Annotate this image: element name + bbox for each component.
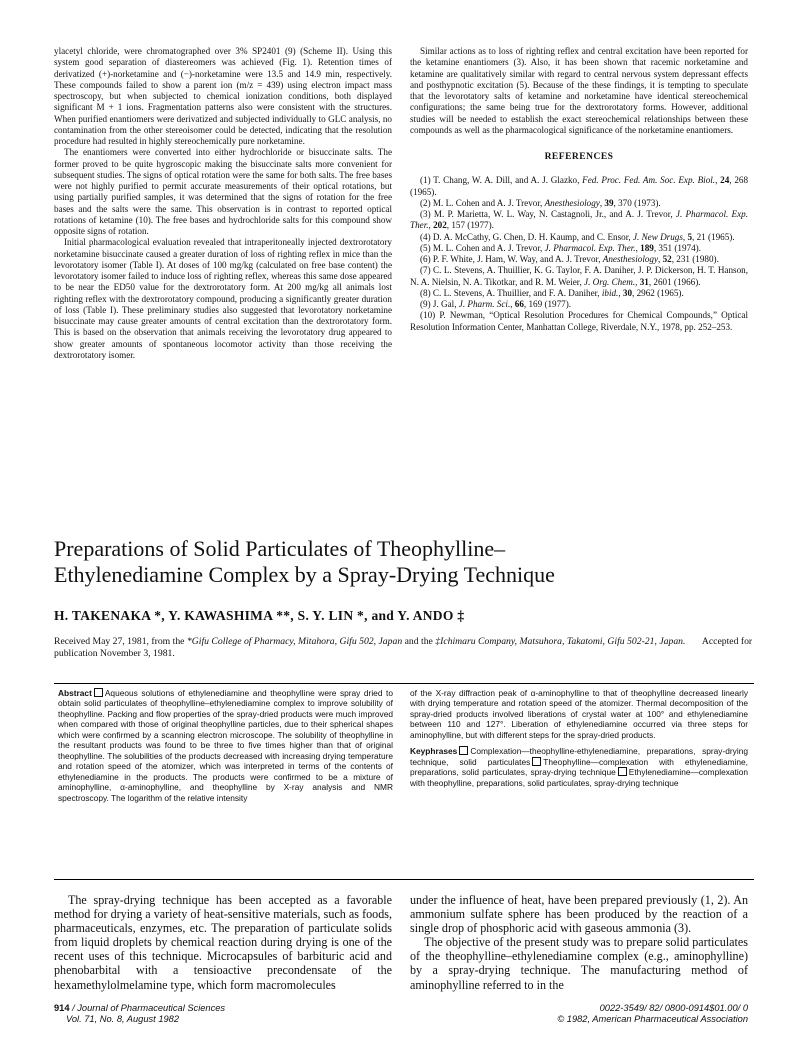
- article-code: 0022-3549/ 82/ 0800-0914$01.00/ 0: [599, 1003, 748, 1013]
- body-right-column: [410, 893, 748, 992]
- affiliation-2: ‡Ichimaru Company, Matsuhora, Takatomi, Gifu 502-21, Japan.: [435, 636, 686, 647]
- keyphrases-label: Keyphrases: [410, 746, 458, 757]
- abstract-right: [410, 688, 748, 788]
- abstract-text: Aqueous solutions of ethylenediamine and theophylline were spray dried to obtain solid particulates of theophylline–ethylenediamine complex to improve solubility of theophylline. Packing and flow properties of the spray-dried products were much improved when compared with those of original theophylline particles, due to their spherical shapes which were confirmed by a scanning electron microscope. The solubility of theophylline in the resultant products was found to be three to five times higher than that of original theophylline. The solubilities of the products decreased with increasing drying temperature and rotation speed of the atomizer, which was interpreted in terms of the contents of ethylenediamine in the products. The products were confirmed to be a mixture of aminophylline, α-aminophylline, and theophylline by X-ray analysis and NMR spectroscopy. The logarithm of the relative intensity: [58, 688, 393, 803]
- square-bullet-icon: [94, 688, 103, 697]
- reference-item: (3) M. P. Marietta, W. L. Way, N. Castagnoli, Jr., and A. J. Trevor, J. Pharmacol. Exp. Ther., 202, 157 (1977).: [410, 209, 748, 231]
- title-line: Ethylenediamine Complex by a Spray-Drying Technique: [54, 562, 555, 587]
- reference-item: (4) D. A. McCathy, G. Chen, D. H. Kaump, and C. Ensor, J. New Drugs, 5, 21 (1965).: [420, 231, 735, 242]
- abstract-left: [58, 688, 393, 803]
- received-text: and the: [402, 636, 436, 647]
- abstract-continued: of the X-ray diffraction peak of α-aminophylline to that of theophylline decreased linearly with drying temperature and rotation speed of the atomizer. Thermal decomposition of the spray-dried products involved liberations of crystal water at 100° and ethylenediamine between 110 and 127°. Liberation of ethylenediamine occurred via three steps for aminophylline, but with different steps for the spray-dried products.: [410, 688, 748, 740]
- paragraph: The objective of the present study was to prepare solid particulates of the theophylline–ethylenediamine complex (e.g., aminophylline) by a spray-drying technique. The manufacturing method of aminophylline referred to in the: [410, 935, 748, 992]
- title-line: Preparations of Solid Particulates of Theophylline–: [54, 536, 506, 561]
- abstract-label: Abstract: [58, 688, 92, 698]
- paragraph: ylacetyl chloride, were chromatographed over 3% SP2401 (9) (Scheme II). Using this system good separation of diastereomers was achieved (Fig. 1). Retention times of derivatized (+)-norketamine and (−)-norketamine were 13.5 and 14.9 min, respectively. These compounds failed to show a parent ion (m/z = 439) using electron impact mass spectroscopy, but when subjected to chemical ionization conditions, both displayed significant M + 1 ions. Fragmentation patterns also were consistent with the structures. When purified enantiomers were derivatized and subjected individually to GLC analysis, no contamination from the other stereoisomer could be detected, indicating that the resolution procedure had resulted in highly stereochemically pure norketamine.: [54, 46, 392, 146]
- reference-item: (9) J. Gal, J. Pharm. Sci., 66, 169 (1977).: [420, 299, 572, 309]
- paragraph: Initial pharmacological evaluation revealed that intraperitoneally injected dextrorotatory norketamine bisuccinate caused a greater duration of loss of righting reflex in mice than the levorotatory isomer (Table I). At doses of 100 mg/kg (calculated on free base content) the levorotatory isomer failed to induce loss of righting reflex, whereas this same dose appeared to be near the ED50 value for the dextrorotatory form. At 200 mg/kg all animals lost righting reflex with the dextrorotatory compound, producing a significantly greater duration of loss (Table I). These preliminary studies also suggested that levorotatory norketamine bisuccinate may cause greater amounts of central excitation than the dextrorotatory form. This is based on the observation that animals receiving the levorotatory drug appeared to show greater amounts of spontaneous locomotor activity than those receiving the dextrorotatory isomer.: [54, 237, 392, 360]
- reference-item: (7) C. L. Stevens, A. Thuillier, K. G. Taylor, F. A. Daniher, J. P. Dickerson, H. T. Hanson, N. A. Nielsin, N. A. Tikotkar, and R. M. Weier, J. Org. Chem., 31, 2601 (1966).: [410, 265, 748, 287]
- paragraph: The spray-drying technique has been accepted as a favorable method for drying a variety of heat-sensitive materials, such as foods, pharmaceuticals, enzymes, etc. The preparation of particulate solids from liquid droplets by chemical reaction during drying is one of the recent uses of this technique. Microcapsules of barbituric acid and phenobarbital with a tensioactive precondensate of the hexamethylolmelamine type, which form macromolecules: [54, 893, 392, 992]
- journal-name: / Journal of Pharmaceutical Sciences: [72, 1003, 226, 1013]
- received-text: Received May 27, 1981, from the: [54, 636, 187, 647]
- reference-item: (1) T. Chang, W. A. Dill, and A. J. Glazko, Fed. Proc. Fed. Am. Soc. Exp. Biol., 24, 268 (1965).: [410, 175, 749, 197]
- footer-copyright: [557, 1003, 748, 1025]
- keyphrase: Theophylline—complexation with ethylenediamine, preparations, solid particulates, spray-drying technique: [410, 756, 748, 778]
- reference-list: [410, 175, 748, 333]
- square-bullet-icon: [459, 746, 468, 755]
- keyphrases: [410, 746, 748, 788]
- footer-journal: [54, 1003, 225, 1025]
- body-left-column: [54, 893, 392, 992]
- top-right-column: [410, 46, 748, 333]
- abstract-box: [54, 683, 754, 880]
- keyphrase: Ethylenediamine—complexation with theophylline, preparations, solid particulates, spray-drying technique: [410, 767, 748, 788]
- affiliation-1: *Gifu College of Pharmacy, Mitahora, Gifu 502, Japan: [186, 636, 403, 647]
- paragraph: The enantiomers were converted into either hydrochloride or bisuccinate salts. The former proved to be quite hygroscopic making the bisuccinate salts more convenient for subsequent studies. The signs of optical rotation were the same for both salts. The free bases were not highly purified to permit accurate measurements of their optical rotations, but using partially purified samples, it was determined that the signs of rotation for the free bases and the salts were the same. This observation is in contrast to reported optical rotations of ketamine (10). The free bases and hydrochloride salts for this compound show opposite signs of rotation.: [54, 147, 392, 236]
- reference-item: (2) M. L. Cohen and A. J. Trevor, Anesthesiology, 39, 370 (1973).: [420, 197, 661, 208]
- square-bullet-icon: [532, 757, 541, 766]
- journal-issue: Vol. 71, No. 8, August 1982: [66, 1014, 180, 1024]
- author-list: H. TAKENAKA *, Y. KAWASHIMA **, S. Y. LIN *, and Y. ANDO ‡: [54, 608, 465, 623]
- paragraph: under the influence of heat, have been prepared previously (1, 2). An ammonium sulfate sphere has been produced by the reaction of a single drop of phosphoric acid with gaseous ammonia (3).: [410, 893, 748, 936]
- reference-item: (8) C. L. Stevens, A. Thuillier, and F. A. Daniher, ibid., 30, 2962 (1965).: [420, 287, 684, 298]
- reference-item: (6) P. F. White, J. Ham, W. Way, and A. J. Trevor, Anesthesiology, 52, 231 (1980).: [420, 254, 719, 264]
- accepted-text: Accepted for publication November 3, 1981.: [54, 636, 753, 659]
- copyright-line: © 1982, American Pharmaceutical Association: [557, 1014, 748, 1024]
- references-heading: REFERENCES: [544, 152, 614, 162]
- keyphrase: Complexation—theophylline-ethylenediamine, preparations, spray-drying technique, solid particulates: [410, 746, 748, 767]
- page-number: 914: [54, 1003, 70, 1013]
- article-title: [54, 536, 754, 588]
- paragraph: Similar actions as to loss of righting reflex and central excitation have been reported for the ketamine enantiomers (3). Also, it has been shown that racemic norketamine and ketamine are qualitatively similar with regard to central nervous system depressant effects and posthypnotic excitation (5). Because of the these findings, it is tempting to speculate that the levorotatory salts of ketamine and norketamine have identical stereochemical configurations; the same being true for the dextrorotatory forms. However, additional studies will be needed to establish the exact stereochemical relationships between these compounds as well as the pharmacological significance of the norketamine enantiomers.: [410, 46, 748, 135]
- received-line: [54, 636, 754, 660]
- square-bullet-icon: [618, 767, 627, 776]
- reference-item: (5) M. L. Cohen and A. J. Trevor, J. Pharmacol. Exp. Ther., 189, 351 (1974).: [420, 242, 701, 253]
- top-left-column: [54, 46, 392, 361]
- reference-item: (10) P. Newman, “Optical Resolution Procedures for Chemical Compounds,” Optical Resolution Information Center, Manhattan College, Riverdale, N.Y., 1978, pp. 252–253.: [410, 310, 748, 332]
